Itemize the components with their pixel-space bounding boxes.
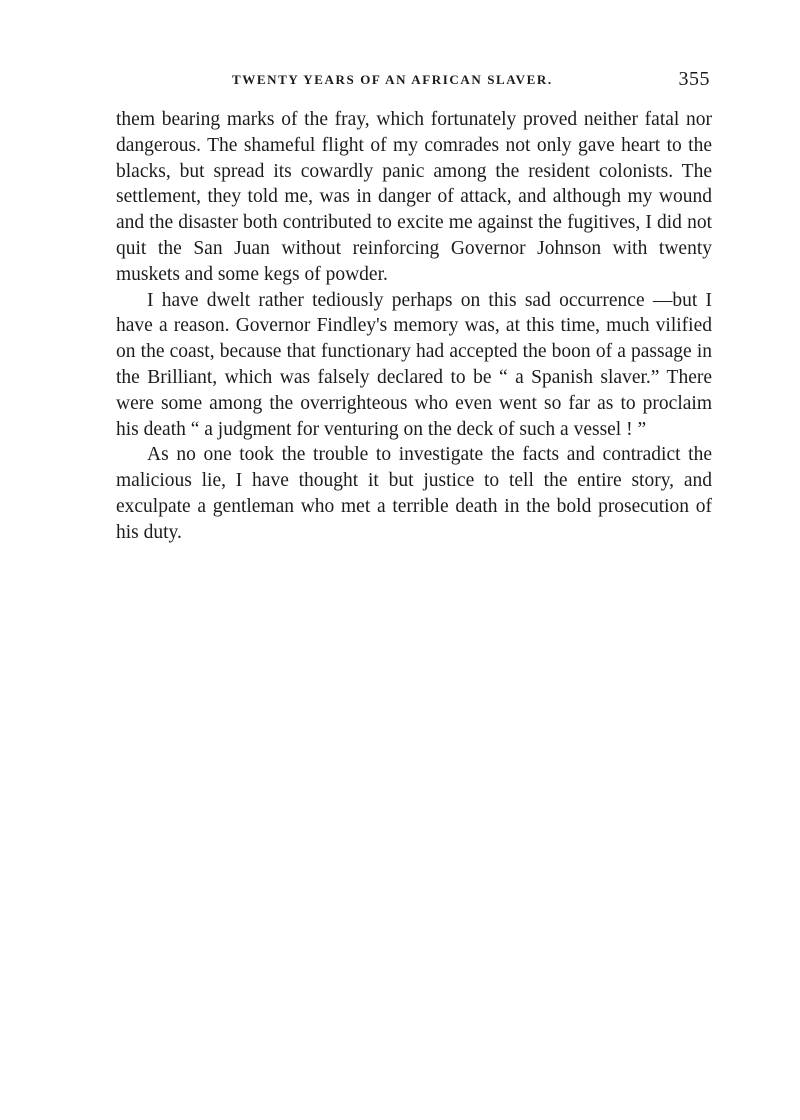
running-title: TWENTY YEARS OF AN AFRICAN SLAVER. [232,72,553,87]
paragraph-conclusion: As no one took the trouble to investigate the facts and contradict the malicious lie, I have thought it but justice to tell the entire story, and exculpate a gentleman who met a terrible death in the bold prosecution of his duty. [116,444,712,543]
paragraph-continued: them bearing marks of the fray, which fortunately proved neither fatal nor dangerous. The shameful flight of my comrades not only gave heart to the blacks, but spread its cowardly panic among the resident colonists. The settlement, they told me, was in danger of attack, and although my wound and the disaster both contributed to excite me against the fugitives, I did not quit the San Juan without reinforcing Governor Johnson with twenty muskets and some kegs of powder. [116,109,712,285]
running-head [116,68,712,92]
paragraph-governor-findley: I have dwelt rather tediously perhaps on this sad occurrence —but I have a reason. Governor Findley's memory was, at this time, much vilified on the coast, because that functionary had accepted the boon of a passage in the Brilliant, which was falsely declared to be “ a Spanish slaver.” There were some among the overrighteous who even went so far as to proclaim his death “ a judgment for venturing on the deck of such a vessel ! ” [116,289,712,440]
body-text [116,107,712,546]
page-number: 355 [678,68,710,90]
